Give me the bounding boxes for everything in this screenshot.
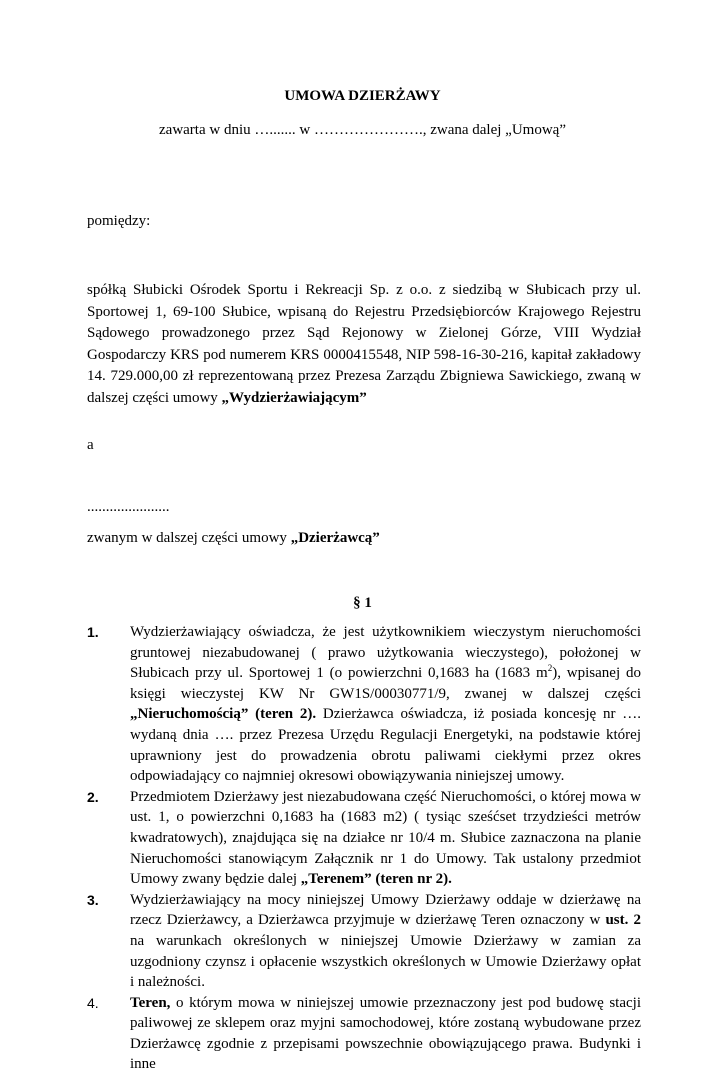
clause-text: na warunkach określonych w niniejszej Umowie Dzierżawy w zamian za uzgodniony czynsz i opłacenie wszystkich określonych w Umowie Dzierżawy opłat i należności. (130, 932, 641, 991)
clause-text: Przedmiotem Dzierżawy jest niezabudowana część Nieruchomości, o której mowa w ust. 1, o powierzchni 0,1683 ha (1683 m2) ( tysiąc sześćset trzydzieści metrów kwadratowych), znajdująca się na działce nr 10/4 m. Słubice zaznaczona na planie Nieruchomości stanowiącym Załącznik nr 1 do Umowy. Tak ustalony przedmiot Umowy zwany będzie dalej (130, 788, 641, 888)
lessor-term: „Wydzierżawiającym” (221, 389, 367, 406)
lessee-term: „Dzierżawcą” (290, 530, 380, 546)
clause-item (87, 787, 641, 890)
clause-item (87, 890, 641, 993)
lessee-placeholder: ...................... (87, 499, 170, 515)
clause-number: 3. (87, 891, 99, 908)
clause-text: Wydzierżawiający na mocy niniejszej Umowy Dzierżawy oddaje w dzierżawę na rzecz Dzierżawcy, a Dzierżawca przyjmuje w dzierżawę Teren oznaczony w (130, 891, 641, 929)
clause-term: „Terenem” (teren nr 2). (300, 871, 452, 888)
between-label: pomiędzy: (87, 213, 151, 229)
clause-item (87, 993, 641, 1075)
clause-text: ), wpisanej do księgi wieczystej KW Nr GW1S/00030771/9, zwanej w dalszej części (130, 665, 641, 702)
superscript: 2 (547, 663, 553, 674)
lessee-paragraph (87, 528, 641, 549)
clause-number: 2. (87, 788, 99, 805)
clause-item (87, 622, 641, 787)
clause-text: o którym mowa w niniejszej umowie przeznaczony jest pod budowę stacji paliwowej ze sklepem oraz myjni samochodowej, które zostaną wybudowane przez Dzierżawcę zgodnie z przepisami powszechnie obowiązującego prawa. Budynki i inne (130, 994, 641, 1073)
section-mark: § 1 (353, 595, 372, 611)
clause-text: Wydzierżawiający oświadcza, że jest użytkownikiem wieczystym nieruchomości gruntowej niezabudowanej ( prawo użytkowania wieczystego), położonej w Słubicach przy ul. Sportowej 1 (o powierzchni 0,1683 ha (1683 m (130, 624, 641, 682)
lessee-text: zwanym w dalszej części umowy (87, 530, 291, 546)
clause-term: „Nieruchomością” (teren 2). (130, 706, 317, 723)
clause-text: Dzierżawca oświadcza, iż posiada koncesję nr …. wydaną dnia …. przez Prezesa Urzędu Regulacji Energetyki, na podstawie której uprawniony jest do prowadzenia obrotu paliwami ciekłymi przez okres odpowiadający co najmniej okresowi obowiązywania niniejszej umowy. (130, 706, 641, 785)
lessor-paragraph (87, 280, 641, 409)
clause-number: 1. (87, 624, 99, 640)
document-title: UMOWA DZIERŻAWY (284, 88, 441, 104)
clause-number: 4. (87, 994, 99, 1011)
and-label: a (87, 437, 94, 453)
clause-list (87, 622, 641, 1075)
clause-term: Teren, (130, 994, 171, 1011)
document-subtitle: zawarta w dniu …....... w …………………., zwana dalej „Umową” (159, 122, 566, 138)
clause-term: ust. 2 (605, 912, 641, 929)
lessor-text: spółką Słubicki Ośrodek Sportu i Rekreacji Sp. z o.o. z siedzibą w Słubicach przy ul. Sportowej 1, 69-100 Słubice, wpisaną do Rejestru Przedsiębiorców Krajowego Rejestru Sądowego prowadzonego przez Sąd Rejonowy w Zielonej Górze, VIII Wydział Gospodarczy KRS pod numerem KRS 0000415548, NIP 598-16-30-216, kapitał zakładowy 14. 729.000,00 zł reprezentowaną przez Prezesa Zarządu Zbigniewa Sawickiego, zwaną w dalszej części umowy (87, 282, 641, 406)
